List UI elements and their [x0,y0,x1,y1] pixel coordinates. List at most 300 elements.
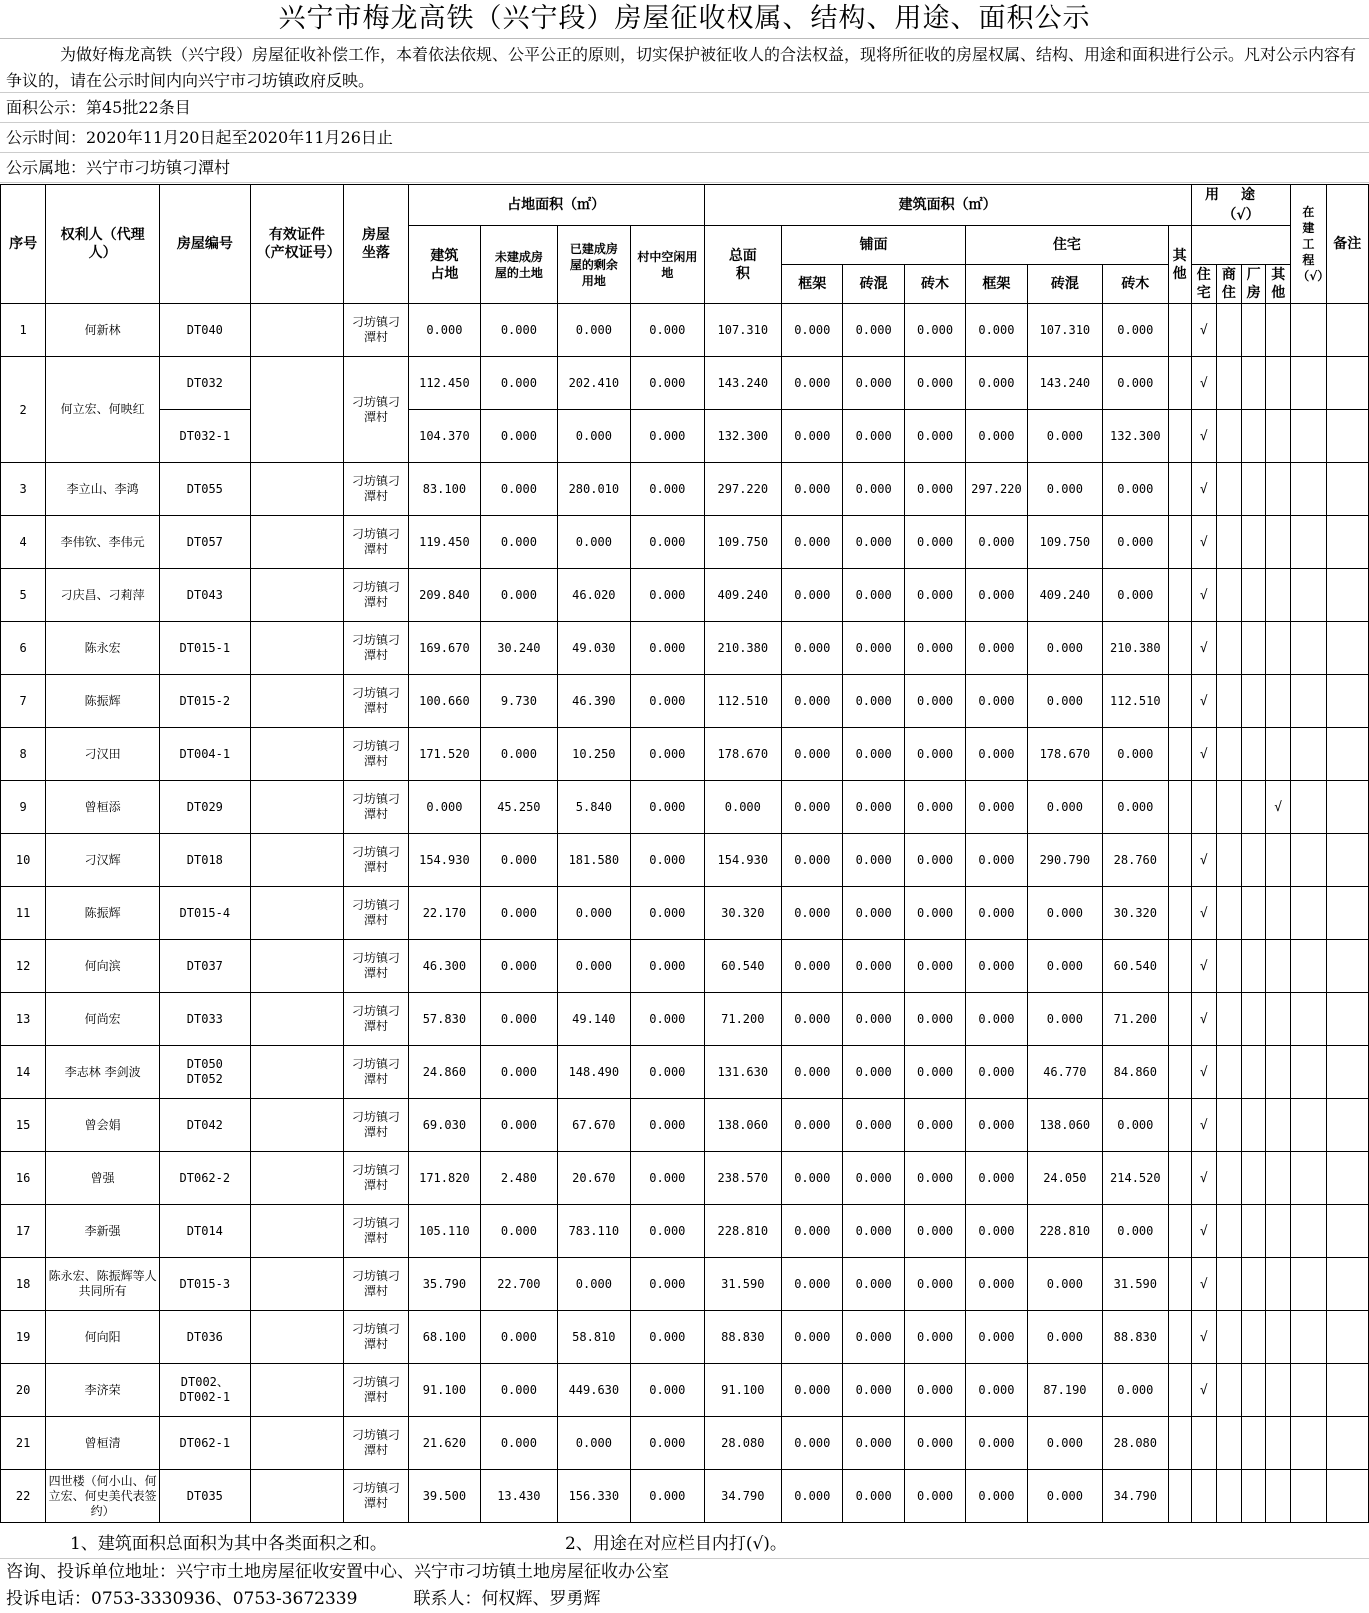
header-shop: 铺面 [782,226,966,265]
table-row [1,887,1369,940]
cell-value: 0.000 [843,675,904,728]
cell-use-check: √ [1191,1152,1216,1205]
cell-house-no: DT035 [160,1470,251,1523]
cell-value: 0.000 [782,1417,843,1470]
cell-address: 刁坊镇刁潭村 [344,1470,408,1523]
cell-cert [250,516,344,569]
cell-value: 0.000 [843,1258,904,1311]
cell-value: 148.490 [557,1046,630,1099]
cell-other [1168,834,1191,887]
cell-value: 132.300 [704,410,782,463]
cell-value: 0.000 [408,304,480,357]
cell-cert [250,1099,344,1152]
cell-other [1168,1046,1191,1099]
cell-value: 0.000 [782,1046,843,1099]
cell-value: 0.000 [966,1311,1027,1364]
cell-remarks [1326,357,1368,410]
cell-value: 0.000 [966,940,1027,993]
cell-address: 刁坊镇刁潭村 [344,728,408,781]
cell-use [1216,940,1241,993]
cell-value: 91.100 [408,1364,480,1417]
cell-remarks [1326,887,1368,940]
cell-seq: 11 [1,887,46,940]
header-res-brick-concrete: 砖混 [1027,265,1102,304]
header-floor-area: 建筑面积（㎡） [704,185,1191,226]
cell-value: 0.000 [631,675,704,728]
cell-owner: 何尚宏 [46,993,160,1046]
cell-cert [250,569,344,622]
cell-address: 刁坊镇刁潭村 [344,887,408,940]
cell-house-no: DT002、DT002-1 [160,1364,251,1417]
cell-value: 0.000 [782,569,843,622]
cell-value: 87.190 [1027,1364,1102,1417]
cell-value: 46.300 [408,940,480,993]
cell-under-construction [1291,1258,1326,1311]
cell-value: 28.760 [1103,834,1168,887]
cell-value: 112.510 [704,675,782,728]
cell-other [1168,675,1191,728]
cell-value: 0.000 [966,304,1027,357]
cell-value: 24.050 [1027,1152,1102,1205]
cell-value: 0.000 [843,304,904,357]
cell-value: 0.000 [966,781,1027,834]
cell-value: 34.790 [1103,1470,1168,1523]
cell-cert [250,887,344,940]
cell-house-no: DT015-4 [160,887,251,940]
cell-remarks [1326,622,1368,675]
cell-value: 0.000 [782,940,843,993]
cell-value: 132.300 [1103,410,1168,463]
cell-value: 0.000 [631,993,704,1046]
cell-use [1216,1311,1241,1364]
cell-value: 0.000 [557,940,630,993]
cell-use-check: √ [1191,887,1216,940]
cell-value: 210.380 [1103,622,1168,675]
cell-value: 0.000 [1027,781,1102,834]
cell-value: 0.000 [631,569,704,622]
cell-use-check: √ [1191,516,1216,569]
cell-house-no: DT015-1 [160,622,251,675]
cell-value: 0.000 [782,1470,843,1523]
cell-value: 0.000 [481,463,558,516]
cell-value: 0.000 [481,887,558,940]
cell-value: 0.000 [843,887,904,940]
cell-value: 46.020 [557,569,630,622]
cell-seq: 16 [1,1152,46,1205]
cell-house-no: DT014 [160,1205,251,1258]
cell-value: 0.000 [631,410,704,463]
cell-value: 0.000 [966,1046,1027,1099]
cell-use [1241,1099,1265,1152]
cell-house-no: DT036 [160,1311,251,1364]
cell-cert [250,675,344,728]
cell-use [1216,516,1241,569]
cell-cert [250,1152,344,1205]
cell-use [1266,940,1291,993]
cell-use [1266,463,1291,516]
cell-value: 0.000 [1103,516,1168,569]
cell-value: 0.000 [782,781,843,834]
cell-house-no: DT015-3 [160,1258,251,1311]
cell-value: 13.430 [481,1470,558,1523]
cell-value: 0.000 [966,1470,1027,1523]
note-1: 1、建筑面积总面积为其中各类面积之和。 [70,1534,387,1554]
cell-value: 0.000 [782,622,843,675]
cell-use [1241,1152,1265,1205]
cell-other [1168,940,1191,993]
cell-under-construction [1291,357,1326,410]
cell-value: 31.590 [1103,1258,1168,1311]
cell-value: 100.660 [408,675,480,728]
cell-use [1241,304,1265,357]
cell-other [1168,1099,1191,1152]
cell-use-check: √ [1191,1046,1216,1099]
cell-remarks [1326,1311,1368,1364]
cell-use [1266,1470,1291,1523]
cell-value: 0.000 [782,1311,843,1364]
cell-house-no: DT040 [160,304,251,357]
cell-value: 91.100 [704,1364,782,1417]
cell-value: 0.000 [782,1364,843,1417]
cell-remarks [1326,675,1368,728]
cell-other [1168,516,1191,569]
cell-use-check: √ [1191,940,1216,993]
cell-owner: 刁汉辉 [46,834,160,887]
cell-other [1168,1311,1191,1364]
header-unbuilt-land: 未建成房屋的土地 [481,226,558,304]
header-under-construction: 在建工程（√） [1291,185,1326,304]
cell-value: 0.000 [1027,1311,1102,1364]
cell-use-check: √ [1191,1099,1216,1152]
cell-under-construction [1291,728,1326,781]
cell-value: 0.000 [782,728,843,781]
header-shop-frame: 框架 [782,265,843,304]
cell-value: 0.000 [1027,463,1102,516]
cell-cert [250,781,344,834]
cell-value: 0.000 [1103,1099,1168,1152]
cell-house-no: DT062-2 [160,1152,251,1205]
cell-under-construction [1291,1311,1326,1364]
cell-value: 154.930 [704,834,782,887]
cell-value: 105.110 [408,1205,480,1258]
cell-remarks [1326,304,1368,357]
cell-use [1241,940,1265,993]
cell-value: 0.000 [704,781,782,834]
cell-value: 84.860 [1103,1046,1168,1099]
cell-value: 297.220 [704,463,782,516]
cell-value: 109.750 [704,516,782,569]
cell-address: 刁坊镇刁潭村 [344,357,408,463]
cell-value: 409.240 [704,569,782,622]
cell-value: 0.000 [557,410,630,463]
cell-use [1241,516,1265,569]
cell-value: 0.000 [904,1258,965,1311]
cell-use [1266,304,1291,357]
table-row [1,1152,1369,1205]
cell-use-check: √ [1191,834,1216,887]
cell-value: 0.000 [904,1046,965,1099]
table-row [1,622,1369,675]
cell-house-no: DT018 [160,834,251,887]
cell-value: 0.000 [481,834,558,887]
cell-value: 0.000 [843,1364,904,1417]
cell-value: 0.000 [904,569,965,622]
cell-value: 154.930 [408,834,480,887]
cell-seq: 4 [1,516,46,569]
cell-value: 60.540 [1103,940,1168,993]
cell-use-check: √ [1191,1205,1216,1258]
cell-use [1241,728,1265,781]
cell-house-no: DT057 [160,516,251,569]
cell-house-no: DT043 [160,569,251,622]
cell-value: 0.000 [843,463,904,516]
cell-value: 0.000 [1027,887,1102,940]
cell-value: 210.380 [704,622,782,675]
cell-value: 0.000 [904,463,965,516]
cell-value: 0.000 [782,410,843,463]
intro-paragraph: 为做好梅龙高铁（兴宁段）房屋征收补偿工作，本着依法依规、公平公正的原则，切实保护被征收人的合法权益，现将所征收的房屋权属、结构、用途和面积进行公示。凡对公示内容有争议的，请在公示时间内向兴宁市刁坊镇政府反映。 [0,39,1369,93]
cell-value: 68.100 [408,1311,480,1364]
cell-other [1168,410,1191,463]
cell-value: 0.000 [843,834,904,887]
cell-use [1216,304,1241,357]
cell-value: 83.100 [408,463,480,516]
cell-use [1241,1311,1265,1364]
cell-value: 297.220 [966,463,1027,516]
header-use-factory: 厂房 [1241,265,1265,304]
header-usage-check: （√） [1222,207,1260,223]
cell-value: 0.000 [904,781,965,834]
cell-value: 178.670 [704,728,782,781]
cell-owner: 李志林 李剑波 [46,1046,160,1099]
cell-remarks [1326,1099,1368,1152]
cell-remarks [1326,1205,1368,1258]
cell-value: 45.250 [481,781,558,834]
cell-cert [250,1311,344,1364]
cell-value: 0.000 [1103,357,1168,410]
cell-value: 0.000 [631,1364,704,1417]
cell-value: 0.000 [557,887,630,940]
cell-value: 0.000 [904,1152,965,1205]
cell-seq: 1 [1,304,46,357]
cell-value: 0.000 [843,622,904,675]
cell-value: 46.770 [1027,1046,1102,1099]
cell-value: 0.000 [1027,940,1102,993]
cell-value: 69.030 [408,1099,480,1152]
cell-under-construction [1291,781,1326,834]
header-shop-brick-concrete: 砖混 [843,265,904,304]
cell-under-construction [1291,1470,1326,1523]
cell-value: 0.000 [631,1470,704,1523]
header-house-no: 房屋编号 [160,185,251,304]
cell-use [1241,569,1265,622]
cell-value: 0.000 [904,1311,965,1364]
cell-value: 156.330 [557,1470,630,1523]
header-remarks: 备注 [1326,185,1368,304]
table-body [1,304,1369,1523]
cell-use [1216,1046,1241,1099]
cell-value: 131.630 [704,1046,782,1099]
cell-use-check: √ [1191,728,1216,781]
cell-cert [250,304,344,357]
cell-value: 0.000 [843,1205,904,1258]
cell-value: 0.000 [966,1205,1027,1258]
cell-value: 0.000 [843,993,904,1046]
cell-seq: 3 [1,463,46,516]
cell-value: 0.000 [904,1099,965,1152]
area-notice: 面积公示：第45批22条目 [0,93,1369,123]
cell-seq: 5 [1,569,46,622]
cell-use [1241,887,1265,940]
cell-value: 280.010 [557,463,630,516]
header-res-brick-wood: 砖木 [1103,265,1168,304]
table-row [1,463,1369,516]
cell-seq: 7 [1,675,46,728]
cell-use-check: √ [1191,622,1216,675]
cell-use [1241,1205,1265,1258]
cell-other [1168,1152,1191,1205]
cell-address: 刁坊镇刁潭村 [344,569,408,622]
cell-use [1266,675,1291,728]
cell-value: 0.000 [843,1152,904,1205]
cell-value: 214.520 [1103,1152,1168,1205]
cell-value: 0.000 [782,887,843,940]
cell-use [1266,1046,1291,1099]
cell-value: 138.060 [1027,1099,1102,1152]
cell-address: 刁坊镇刁潭村 [344,940,408,993]
cell-owner: 刁汉田 [46,728,160,781]
cell-value: 0.000 [1027,622,1102,675]
cell-owner: 陈振辉 [46,887,160,940]
cell-value: 30.320 [704,887,782,940]
cell-value: 138.060 [704,1099,782,1152]
cell-seq: 20 [1,1364,46,1417]
cell-value: 28.080 [704,1417,782,1470]
table-row [1,1205,1369,1258]
expropriation-table [0,184,1369,1523]
cell-house-no: DT032 [160,357,251,410]
cell-value: 0.000 [782,357,843,410]
header-usage [1191,185,1291,226]
header-cert: 有效证件（产权证号） [250,185,344,304]
cell-other [1168,463,1191,516]
cell-value: 112.510 [1103,675,1168,728]
cell-value: 107.310 [704,304,782,357]
cell-use [1216,622,1241,675]
cell-value: 0.000 [782,834,843,887]
table-row [1,993,1369,1046]
header-village-land: 村中空闲用地 [631,226,704,304]
cell-under-construction [1291,569,1326,622]
cell-value: 0.000 [481,516,558,569]
cell-cert [250,1364,344,1417]
cell-value: 0.000 [557,1417,630,1470]
cell-use-check: √ [1191,410,1216,463]
cell-seq: 17 [1,1205,46,1258]
cell-value: 0.000 [1103,781,1168,834]
cell-address: 刁坊镇刁潭村 [344,1417,408,1470]
cell-value: 0.000 [557,304,630,357]
cell-value: 783.110 [557,1205,630,1258]
cell-use [1191,781,1216,834]
cell-owner: 李伟钦、李伟元 [46,516,160,569]
contact-phone: 投诉电话：0753-3330936、0753-3672339 [6,1589,358,1609]
cell-value: 0.000 [1027,1417,1102,1470]
cell-use [1216,1099,1241,1152]
table-row [1,834,1369,887]
header-land-area: 占地面积（㎡） [408,185,704,226]
cell-value: 0.000 [843,1099,904,1152]
cell-value: 0.000 [782,304,843,357]
header-res-frame: 框架 [966,265,1027,304]
cell-value: 0.000 [966,1099,1027,1152]
cell-under-construction [1291,410,1326,463]
cell-seq: 13 [1,993,46,1046]
cell-under-construction [1291,1046,1326,1099]
cell-value: 46.390 [557,675,630,728]
cell-use [1241,1417,1265,1470]
cell-value: 0.000 [782,993,843,1046]
cell-use [1241,1258,1265,1311]
cell-value: 0.000 [782,1258,843,1311]
cell-value: 104.370 [408,410,480,463]
cell-value: 0.000 [904,622,965,675]
table-row [1,516,1369,569]
cell-remarks [1326,993,1368,1046]
cell-value: 202.410 [557,357,630,410]
cell-use [1266,887,1291,940]
cell-value: 0.000 [966,622,1027,675]
cell-cert [250,993,344,1046]
cell-value: 107.310 [1027,304,1102,357]
cell-seq: 18 [1,1258,46,1311]
cell-value: 228.810 [704,1205,782,1258]
cell-remarks [1326,410,1368,463]
cell-seq: 8 [1,728,46,781]
cell-value: 0.000 [1027,410,1102,463]
cell-seq: 12 [1,940,46,993]
cell-value: 88.830 [704,1311,782,1364]
cell-value: 0.000 [481,940,558,993]
cell-value: 0.000 [1027,1470,1102,1523]
cell-address: 刁坊镇刁潭村 [344,1364,408,1417]
cell-value: 0.000 [843,728,904,781]
cell-other [1168,728,1191,781]
cell-owner: 李立山、李鸿 [46,463,160,516]
cell-seq: 10 [1,834,46,887]
table-row [1,675,1369,728]
header-use-commercial: 商住 [1216,265,1241,304]
table-row [1,569,1369,622]
cell-value: 0.000 [782,1152,843,1205]
cell-owner: 陈永宏、陈振辉等人共同所有 [46,1258,160,1311]
cell-owner: 曾桓添 [46,781,160,834]
cell-other [1168,1258,1191,1311]
cell-use-check: √ [1191,1311,1216,1364]
cell-cert [250,463,344,516]
cell-value: 0.000 [966,410,1027,463]
cell-use [1266,1311,1291,1364]
cell-other [1168,1470,1191,1523]
cell-other [1168,993,1191,1046]
cell-use [1241,781,1265,834]
cell-value: 0.000 [481,569,558,622]
cell-value: 0.000 [904,728,965,781]
cell-house-no: DT015-2 [160,675,251,728]
cell-value: 0.000 [966,887,1027,940]
notice-location: 公示属地：兴宁市刁坊镇刁潭村 [0,153,1369,183]
cell-value: 35.790 [408,1258,480,1311]
